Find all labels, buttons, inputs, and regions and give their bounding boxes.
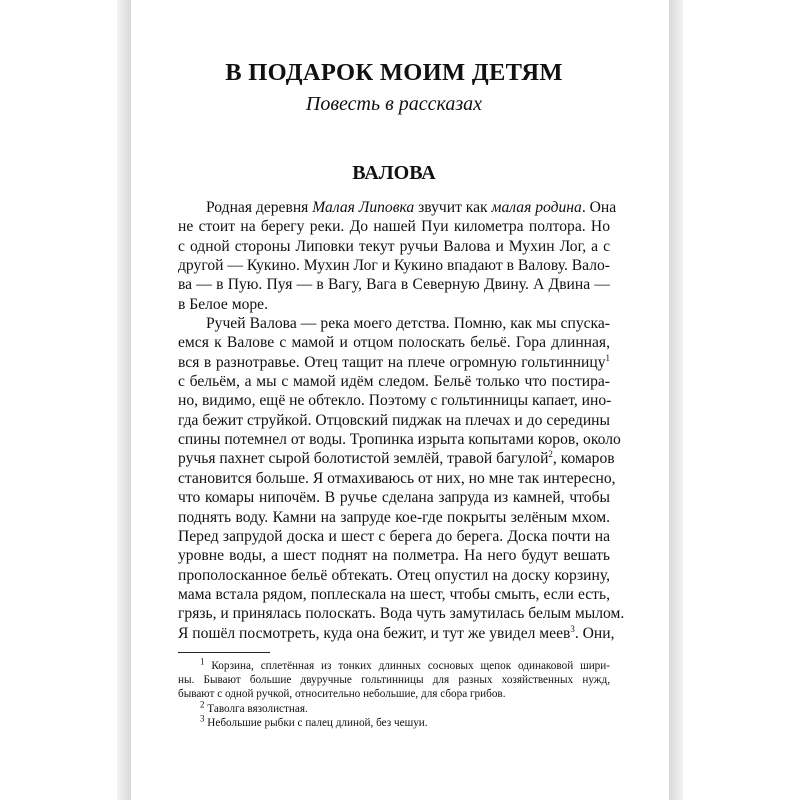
page-edge-right	[669, 0, 683, 800]
text-line: прополосканное бельё обтекать. Отец опустил на доску корзину,	[178, 566, 610, 584]
text-line: что комары нипочём. В ручье сделана запруда из камней, чтобы	[178, 489, 610, 507]
chapter-title: ВАЛОВА	[352, 162, 436, 184]
page-edge-left	[117, 0, 131, 800]
footnote-1-line: $^1$ Корзина, сплетённая из тонких длинных сосновых щепок одинаковой шири-	[200, 656, 610, 672]
text-line: в Белое море.	[178, 295, 269, 313]
footnote-divider	[178, 652, 270, 653]
text-line: ва — в Пую. Пуя — в Вагу, Вага в Северную Двину. А Двина —	[178, 276, 610, 294]
text-line: становится больше. Я отмахиваюсь от них, но мне так интересно,	[178, 469, 616, 487]
footnotes	[178, 656, 610, 730]
footnote-2: $^2$ Таволга вязолистная.	[200, 698, 308, 715]
footnote-1-line: бывают с одной ручкой, относительно небольшие, для сбора грибов.	[178, 688, 506, 701]
page-content	[178, 55, 625, 730]
book-title: В ПОДАРОК МОИМ ДЕТЯМ	[225, 59, 563, 86]
text-line: емся к Валове с мамой и отцом полоскать бельё. Гора длинная,	[178, 334, 610, 352]
text-line: с одной стороны Липовки текут ручьи Валова и Мухин Лог, а с	[178, 237, 610, 255]
text-line: Родная деревня Малая Липовка звучит как малая родина. Она	[206, 199, 617, 216]
footnote-ref: 2	[548, 449, 553, 460]
italic-phrase: Малая Липовка	[312, 199, 415, 216]
text-line: ручья пахнет сырой болотистой землёй, травой багулой$^2$, комаров	[178, 449, 615, 468]
text-line: вся в разнотравье. Отец тащит на плече огромную гольтинницу$^1$	[178, 352, 610, 371]
text-line: мама встала рядом, поплескала на шест, чтобы смыть, если есть,	[178, 585, 610, 603]
text-line: уровне воды, а шест поднят на полметра. На него будут вешать	[178, 547, 610, 565]
text-line: Я пошёл посмотреть, куда она бежит, и тут же увидел меев$^3$. Они,	[178, 623, 615, 642]
text-line: спины потемнел от воды. Тропинка изрыта копытами коров, около	[178, 431, 621, 449]
text-line: но, видимо, ещё не обтекло. Поэтому с гольтинницы капает, ино-	[178, 392, 612, 410]
book-page	[131, 0, 669, 800]
text-line: грязь, и принялась полоскать. Вода чуть замутилась белым мылом.	[178, 605, 625, 623]
chapter-body	[178, 198, 625, 643]
paragraph-2	[178, 314, 625, 643]
text-line: не стоит на берегу реки. До нашей Пуи километра полтора. Но	[178, 218, 610, 236]
footnote-ref: 3	[570, 623, 575, 634]
text-line: Ручей Валова — река моего детства. Помню, как мы спуска-	[206, 315, 610, 333]
text-line: Перед запрудой доска и шест с берега до берега. Доска почти на	[178, 527, 610, 545]
paragraph-1	[178, 198, 617, 314]
footnote-ref: 1	[605, 352, 610, 363]
book-subtitle: Повесть в рассказах	[305, 93, 483, 115]
text-line: поднять воду. Камни на запруде кое-где покрыты зелёным мхом.	[178, 508, 610, 526]
footnote-3: $^3$ Небольшие рыбки с палец длиной, без чешуи.	[200, 712, 428, 729]
text-line: гда бежит струйкой. Отцовский пиджак на плечах и до середины	[178, 411, 610, 429]
footnote-1-line: ны. Бывают большие двуручные гольтинницы для разных хозяйственных нужд,	[178, 674, 610, 687]
text-line: с бельём, а мы с мамой идём следом. Бельё только что постира-	[178, 373, 610, 391]
text-line: другой — Кукино. Мухин Лог и Кукино впадают в Валову. Вало-	[178, 257, 610, 275]
italic-phrase: малая родина	[491, 199, 582, 216]
